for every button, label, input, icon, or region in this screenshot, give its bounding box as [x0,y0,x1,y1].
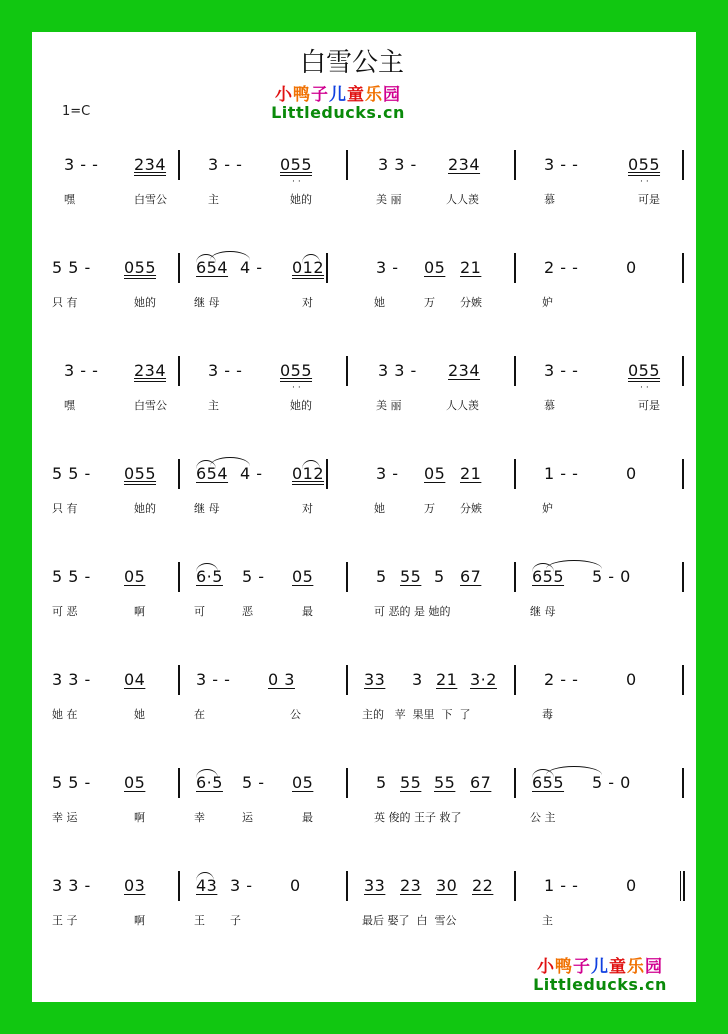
slur-mark [196,872,214,881]
bar-line [682,253,684,283]
bar-line [514,562,516,592]
octave-dots: ·· [292,383,304,393]
note-group: 5 5 - [52,773,97,792]
bar-line [514,871,516,901]
lyric-text: 美 丽 [376,193,402,206]
lyric-text: 人人羡 [446,193,479,206]
note-group: 055 [628,155,661,174]
lyric-text: 只 有 [52,296,78,309]
lyric-text: 分嫉 [460,296,482,309]
slur-mark [302,460,320,469]
lyric-text: 可 恶的 是 她的 [374,605,451,618]
logo-char: 童 [347,85,365,105]
note-group: 3 - - [544,361,584,380]
note-group: 3 - - [64,361,104,380]
note-group: 03 [124,876,146,895]
note-group: 654 [196,258,229,277]
note-group: 5 - [242,567,271,586]
note-group: 05 [424,258,446,277]
note-group: 655 [532,773,565,792]
note-group: 4 - [240,464,269,483]
bar-line [178,150,180,180]
note-group: 33 [364,876,386,895]
bar-line [178,459,180,489]
bar-line [178,768,180,798]
bar-line [514,253,516,283]
logo-char: 儿 [329,85,347,105]
note-group: 0 [290,876,301,895]
lyric-text: 对 [302,502,313,515]
note-group: 1 - - [544,876,584,895]
note-group: 5 [434,567,445,586]
lyric-text: 嘿 [64,193,75,206]
note-group: 055 [628,361,661,380]
bar-line [514,768,516,798]
note-group: 055 [124,464,157,483]
bar-line [682,768,684,798]
logo-char: 子 [573,957,591,977]
note-group: 67 [470,773,492,792]
note-group: 6·5 [196,773,223,792]
logo-char: 乐 [365,85,383,105]
score-row [32,560,696,640]
logo-char: 鸭 [555,957,573,977]
bar-line [682,150,684,180]
note-group: 05 [292,567,314,586]
lyric-text: 她 在 [52,708,78,721]
lyric-text: 可是 [638,399,660,412]
lyric-text: 啊 [134,811,145,824]
score-row [32,766,696,846]
note-group: 654 [196,464,229,483]
bar-line [178,253,180,283]
lyric-text: 她 [374,502,385,515]
score-row [32,869,696,949]
lyric-text: 白雪公 [134,193,167,206]
note-group: 5 - 0 [592,567,631,586]
octave-dots: ·· [292,177,304,187]
lyric-text: 幸 [194,811,205,824]
final-bar-line [680,871,685,901]
note-group: 5 [376,773,387,792]
note-group: 234 [134,155,167,174]
lyric-text: 嘿 [64,399,75,412]
note-group: 22 [472,876,494,895]
lyric-text: 美 丽 [376,399,402,412]
lyric-text: 可 恶 [52,605,78,618]
song-title: 白雪公主 [299,48,404,78]
lyric-text: 毒 [542,708,553,721]
note-group: 43 [196,876,218,895]
logo-chinese [520,958,680,976]
slur-mark [302,254,320,263]
lyric-text: 她 [134,708,145,721]
bar-line [346,768,348,798]
logo-char: 子 [311,85,329,105]
bar-line [346,665,348,695]
lyric-text: 她的 [290,193,312,206]
note-group: 4 - [240,258,269,277]
lyric-text: 她的 [134,502,156,515]
bar-line [178,665,180,695]
note-group: 3 - - [64,155,104,174]
note-group: 234 [134,361,167,380]
lyric-text: 她的 [134,296,156,309]
bar-line [514,356,516,386]
lyric-text: 子 [230,914,241,927]
bar-line [682,562,684,592]
lyric-text: 慕 [544,399,555,412]
octave-dots: ·· [640,383,652,393]
logo-char: 小 [275,85,293,105]
note-group: 0 [626,876,637,895]
lyric-text: 白雪公 [134,399,167,412]
note-group: 33 [364,670,386,689]
lyric-text: 人人羡 [446,399,479,412]
site-logo-bottom [520,958,680,994]
note-group: 5 5 - [52,464,97,483]
note-group: 0 [626,464,637,483]
lyric-text: 万 [424,502,435,515]
lyric-text: 可是 [638,193,660,206]
bar-line [346,150,348,180]
lyric-text: 公 [290,708,301,721]
note-group: 3 3 - [378,155,423,174]
note-group: 05 [292,773,314,792]
note-group: 6·5 [196,567,223,586]
lyric-text: 妒 [542,502,553,515]
slur-mark [196,769,218,778]
lyric-text: 王 子 [52,914,78,927]
bar-line [326,253,328,283]
lyric-text: 主 [208,193,219,206]
bar-line [326,459,328,489]
lyric-text: 最 [302,811,313,824]
note-group: 05 [124,773,146,792]
note-group: 21 [460,464,482,483]
note-group: 3 - - [544,155,584,174]
note-group: 2 - - [544,670,584,689]
note-group: 3 - - [196,670,236,689]
bar-line [514,665,516,695]
logo-char: 儿 [591,957,609,977]
note-group: 55 [400,773,422,792]
note-group: 05 [124,567,146,586]
bar-line [514,459,516,489]
score-row [32,148,696,228]
lyric-text: 啊 [134,914,145,927]
lyric-text: 万 [424,296,435,309]
score-row [32,251,696,331]
note-group: 3 3 - [52,670,97,689]
lyric-text: 啊 [134,605,145,618]
lyric-text: 运 [242,811,253,824]
note-group: 3 - [376,258,405,277]
score-row [32,354,696,434]
lyric-text: 她的 [290,399,312,412]
key-signature: 1=C [62,104,91,119]
bar-line [346,871,348,901]
note-group: 2 - - [544,258,584,277]
note-group: 655 [532,567,565,586]
bar-line [178,562,180,592]
site-logo-top [258,86,418,122]
note-group: 0 3 [268,670,295,689]
note-group: 55 [434,773,456,792]
lyric-text: 继 母 [530,605,556,618]
note-group: 5 - [242,773,271,792]
score-row [32,663,696,743]
lyric-text: 公 主 [530,811,556,824]
note-group: 5 - 0 [592,773,631,792]
note-group: 3 - - [208,361,248,380]
logo-chinese [258,86,418,104]
logo-char: 小 [537,957,555,977]
logo-char: 乐 [627,957,645,977]
note-group: 3 3 - [52,876,97,895]
lyric-text: 最 [302,605,313,618]
lyric-text: 慕 [544,193,555,206]
lyric-text: 王 [194,914,205,927]
bar-line [178,871,180,901]
lyric-text: 主的 苹 果里 下 了 [362,708,471,721]
lyric-text: 妒 [542,296,553,309]
lyric-text: 只 有 [52,502,78,515]
note-group: 21 [436,670,458,689]
lyric-text: 主 [208,399,219,412]
note-group: 1 - - [544,464,584,483]
lyric-text: 在 [194,708,205,721]
note-group: 67 [460,567,482,586]
logo-english: Littleducks.cn [271,103,405,122]
note-group: 5 5 - [52,567,97,586]
slur-mark [196,563,218,572]
note-group: 21 [460,258,482,277]
lyric-text: 幸 运 [52,811,78,824]
logo-english: Littleducks.cn [533,975,667,994]
note-group: 3 - [230,876,259,895]
logo-char: 童 [609,957,627,977]
bar-line [514,150,516,180]
score-sheet [32,32,696,1002]
bar-line [346,562,348,592]
note-group: 23 [400,876,422,895]
bar-line [682,356,684,386]
lyric-text: 继 母 [194,502,220,515]
note-group: 04 [124,670,146,689]
lyric-text: 最后 娶了 白 雪公 [362,914,457,927]
lyric-text: 分嫉 [460,502,482,515]
note-group: 3·2 [470,670,497,689]
logo-char: 园 [645,957,663,977]
lyric-text: 主 [542,914,553,927]
note-group: 3 - - [208,155,248,174]
note-group: 055 [280,155,313,174]
logo-char: 鸭 [293,85,311,105]
note-group: 5 5 - [52,258,97,277]
note-group: 055 [280,361,313,380]
lyric-text: 继 母 [194,296,220,309]
bar-line [682,665,684,695]
note-group: 0 [626,258,637,277]
octave-dots: ·· [640,177,652,187]
note-group: 05 [424,464,446,483]
note-group: 234 [448,155,481,174]
note-group: 55 [400,567,422,586]
note-group: 3 - [376,464,405,483]
bar-line [682,459,684,489]
bar-line [346,356,348,386]
note-group: 3 [412,670,423,689]
logo-char: 园 [383,85,401,105]
bar-line [178,356,180,386]
lyric-text: 恶 [242,605,253,618]
note-group: 012 [292,464,325,483]
lyric-text: 可 [194,605,205,618]
lyric-text: 她 [374,296,385,309]
note-group: 30 [436,876,458,895]
score-row [32,457,696,537]
note-group: 234 [448,361,481,380]
note-group: 3 3 - [378,361,423,380]
note-group: 5 [376,567,387,586]
note-group: 0 [626,670,637,689]
lyric-text: 对 [302,296,313,309]
note-group: 012 [292,258,325,277]
lyric-text: 英 俊的 王子 救了 [374,811,462,824]
note-group: 055 [124,258,157,277]
